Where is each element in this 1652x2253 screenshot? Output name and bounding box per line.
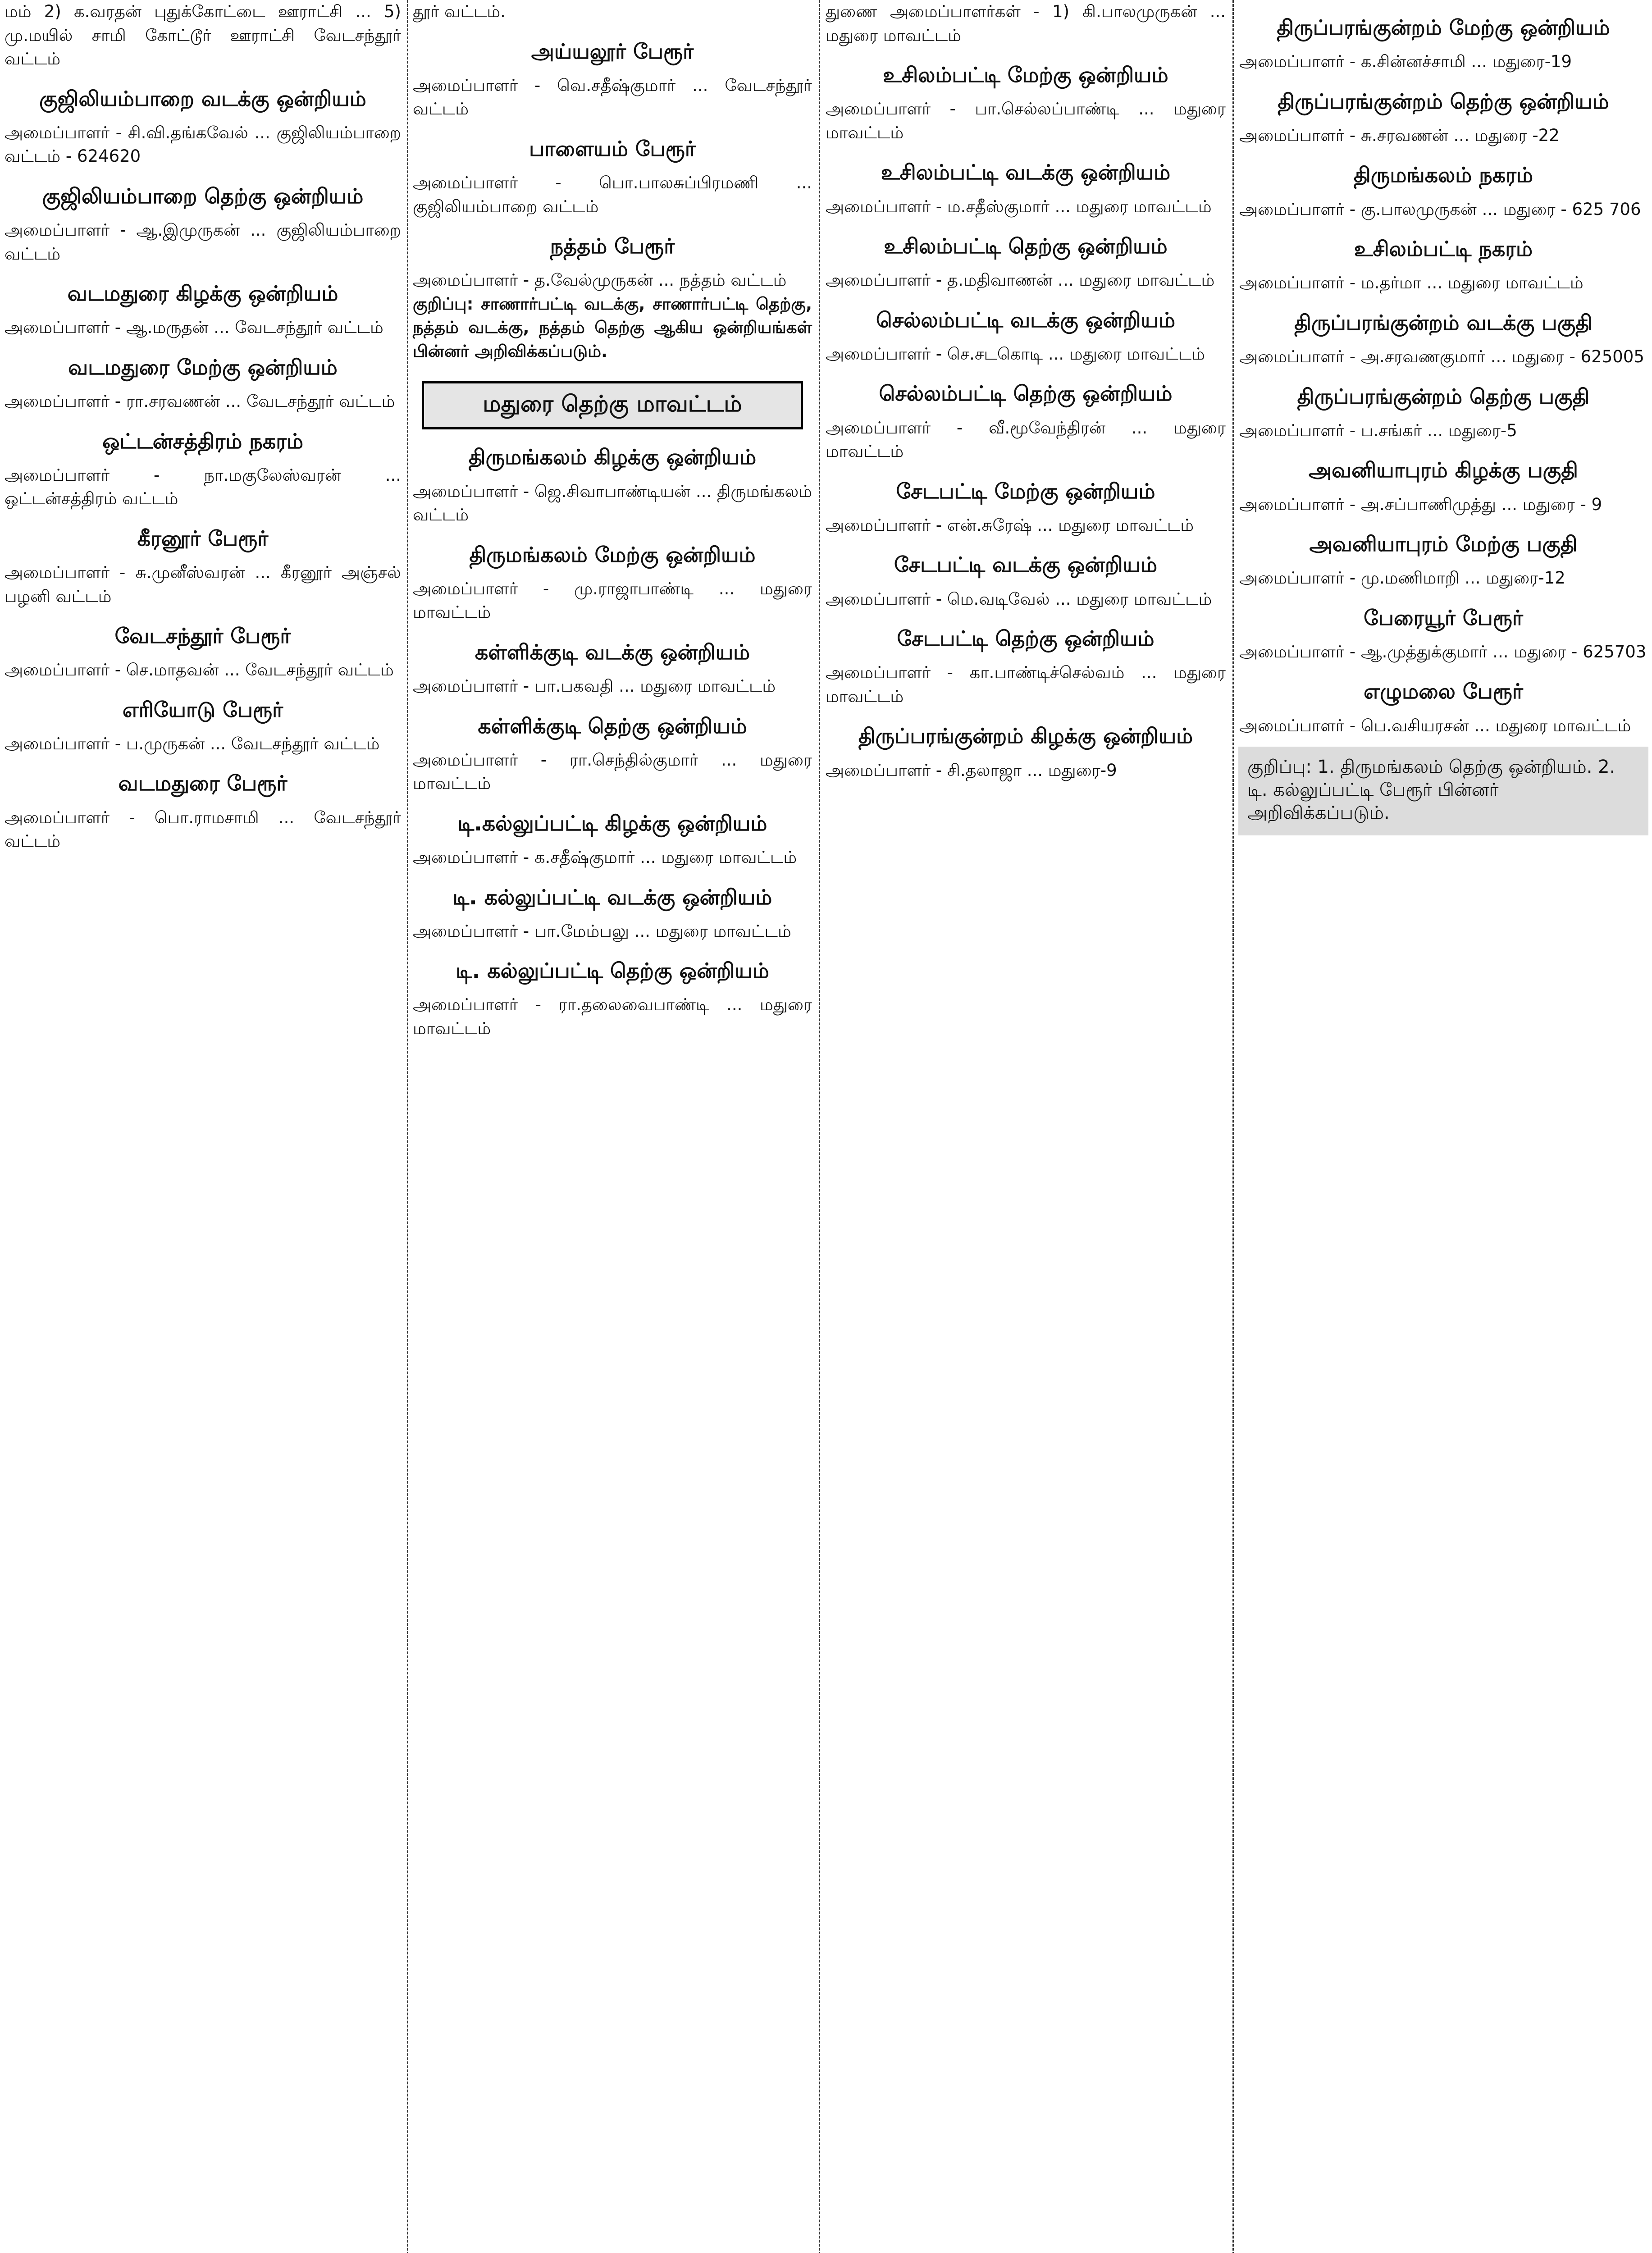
paragraph: அமைப்பாளர் - சு.சரவணன் ... மதுரை -22 xyxy=(1239,125,1560,145)
section-heading: திருப்பரங்குன்றம் மேற்கு ஒன்றியம் xyxy=(1277,15,1610,40)
section-heading: செல்லம்பட்டி தெற்கு ஒன்றியம் xyxy=(879,381,1173,406)
section-heading: வேடசந்தூர் பேரூர் xyxy=(114,624,291,648)
section-heading: உசிலம்பட்டி நகரம் xyxy=(1354,237,1533,261)
section-heading: ஒட்டன்சத்திரம் நகரம் xyxy=(102,429,303,453)
paragraph: அமைப்பாளர் - த.மதிவாணன் ... மதுரை மாவட்டம் xyxy=(826,270,1215,290)
section-heading: சேடபட்டி தெற்கு ஒன்றியம் xyxy=(897,626,1155,651)
paragraph: அமைப்பாளர் - பா.மேம்பலு ... மதுரை மாவட்டம் xyxy=(413,921,791,941)
column-1 xyxy=(0,0,406,853)
section-heading: திருப்பரங்குன்றம் தெற்கு பகுதி xyxy=(1297,384,1590,409)
paragraph: அமைப்பாளர் - சி.வி.தங்கவேல் ... குஜிலியம்பாறை வட்டம் - 624620 xyxy=(5,123,401,166)
section-heading: செல்லம்பட்டி வடக்கு ஒன்றியம் xyxy=(876,307,1175,332)
paragraph: மம் 2) க.வரதன் புதுக்கோட்டை ஊராட்சி ... 5) மு.மயில் சாமி கோட்டூர் ஊராட்சி வேடசந்தூர் வட்டம் xyxy=(5,2,401,69)
section-heading: டி. கல்லுப்பட்டி தெற்கு ஒன்றியம் xyxy=(456,958,769,983)
section-heading: அவனியாபுரம் கிழக்கு பகுதி xyxy=(1309,458,1578,483)
section-heading: திருமங்கலம் மேற்கு ஒன்றியம் xyxy=(469,542,756,567)
section-heading: திருப்பரங்குன்றம் வடக்கு பகுதி xyxy=(1294,310,1593,335)
paragraph: அமைப்பாளர் - நா.மகுலேஸ்வரன் ... ஒட்டன்சத்திரம் வட்டம் xyxy=(5,465,401,509)
paragraph: அமைப்பாளர் - சு.முனீஸ்வரன் ... கீரனூர் அஞ்சல் பழனி வட்டம் xyxy=(5,562,401,606)
section-heading: கள்ளிக்குடி தெற்கு ஒன்றியம் xyxy=(478,713,747,738)
section-heading: திருப்பரங்குன்றம் கிழக்கு ஒன்றியம் xyxy=(858,724,1193,748)
section-heading: நத்தம் பேரூர் xyxy=(550,234,675,259)
paragraph: அமைப்பாளர் - பொ.ராமசாமி ... வேடசந்தூர் வட்டம் xyxy=(5,807,401,851)
paragraph: அமைப்பாளர் - என்.சுரேஷ் ... மதுரை மாவட்டம் xyxy=(826,515,1194,535)
section-heading: சேடபட்டி வடக்கு ஒன்றியம் xyxy=(894,552,1158,577)
section-heading: வடமதுரை பேரூர் xyxy=(118,771,288,796)
paragraph: அமைப்பாளர் - வீ.மூவேந்திரன் ... மதுரை மாவட்டம் xyxy=(826,418,1226,461)
paragraph: அமைப்பாளர் - பொ.பாலசுப்பிரமணி ... குஜிலியம்பாறை வட்டம் xyxy=(413,173,812,216)
paragraph: அமைப்பாளர் - ரா.செந்தில்குமார் ... மதுரை மாவட்டம் xyxy=(413,750,812,794)
paragraph: அமைப்பாளர் - ரா.தலைவைபாண்டி ... மதுரை மாவட்டம் xyxy=(413,995,812,1038)
section-heading: வடமதுரை கிழக்கு ஒன்றியம் xyxy=(67,281,338,306)
column-divider xyxy=(1232,0,1234,2253)
paragraph: அமைப்பாளர் - பெ.வசியரசன் ... மதுரை மாவட்டம் xyxy=(1239,716,1631,735)
paragraph: அமைப்பாளர் - ம.தர்மா ... மதுரை மாவட்டம் xyxy=(1239,273,1584,293)
paragraph: அமைப்பாளர் - ப.சங்கர் ... மதுரை-5 xyxy=(1239,420,1517,440)
paragraph: அமைப்பாளர் - வெ.சதீஷ்குமார் ... வேடசந்தூர் வட்டம் xyxy=(413,75,812,119)
paragraph: அமைப்பாளர் - ம.சதீஸ்குமார் ... மதுரை மாவட்டம் xyxy=(826,196,1212,216)
paragraph: அமைப்பாளர் - அ.சப்பாணிமுத்து ... மதுரை - 9 xyxy=(1239,494,1602,514)
section-heading: பாளையம் பேரூர் xyxy=(529,136,696,161)
section-heading: பேரையூர் பேரூர் xyxy=(1364,605,1523,630)
section-heading: எழுமலை பேரூர் xyxy=(1364,679,1523,704)
section-heading: அய்யலூர் பேரூர் xyxy=(531,39,694,64)
note-paragraph: குறிப்பு: சாணார்பட்டி வடக்கு, சாணார்பட்டி தெற்கு, நத்தம் வடக்கு, நத்தம் தெற்கு ஆகிய ஒன்றியங்கள் பின்னர் அறிவிக்கப்படும். xyxy=(413,294,812,361)
paragraph: அமைப்பாளர் - கா.பாண்டிச்செல்வம் ... மதுரை மாவட்டம் xyxy=(826,663,1226,706)
paragraph: துணை அமைப்பாளர்கள் - 1) கி.பாலமுருகன் ... மதுரை மாவட்டம் xyxy=(826,2,1226,45)
section-heading: சேடபட்டி மேற்கு ஒன்றியம் xyxy=(896,479,1155,503)
district-heading-box: மதுரை தெற்கு மாவட்டம் xyxy=(422,381,803,429)
section-heading: திருமங்கலம் கிழக்கு ஒன்றியம் xyxy=(468,445,757,470)
section-heading: குஜிலியம்பாறை தெற்கு ஒன்றியம் xyxy=(42,183,364,208)
paragraph: அமைப்பாளர் - கு.பாலமுருகன் ... மதுரை - 625 706 xyxy=(1239,199,1641,219)
paragraph: அமைப்பாளர் - பா.பகவதி ... மதுரை மாவட்டம் xyxy=(413,676,776,696)
paragraph: தூர் வட்டம். xyxy=(413,2,506,21)
section-heading: திருமங்கலம் நகரம் xyxy=(1354,163,1533,187)
paragraph: அமைப்பாளர் - க.சதீஷ்குமார் ... மதுரை மாவட்டம் xyxy=(413,848,797,867)
paragraph: அமைப்பாளர் - ஆ.முத்துக்குமார் ... மதுரை - 625703 xyxy=(1239,642,1647,661)
section-heading: திருப்பரங்குன்றம் தெற்கு ஒன்றியம் xyxy=(1278,89,1609,114)
section-heading: கீரனூர் பேரூர் xyxy=(137,526,269,551)
paragraph: அமைப்பாளர் - சி.தலாஜா ... மதுரை-9 xyxy=(826,760,1117,780)
column-2 xyxy=(408,0,817,1041)
paragraph: அமைப்பாளர் - த.வேல்முருகன் ... நத்தம் வட்டம் xyxy=(413,270,787,290)
paragraph: அமைப்பாளர் - ஆ.மருதன் ... வேடசந்தூர் வட்டம் xyxy=(5,318,383,337)
column-4 xyxy=(1235,0,1652,844)
section-heading: டி.கல்லுப்பட்டி கிழக்கு ஒன்றியம் xyxy=(457,811,767,835)
paragraph: அமைப்பாளர் - செ.மாதவன் ... வேடசந்தூர் வட்டம் xyxy=(5,660,394,680)
section-heading: குஜிலியம்பாறை வடக்கு ஒன்றியம் xyxy=(39,86,366,111)
section-heading: டி. கல்லுப்பட்டி வடக்கு ஒன்றியம் xyxy=(452,885,772,909)
note-box: குறிப்பு: 1. திருமங்கலம் தெற்கு ஒன்றியம். 2. டி. கல்லுப்பட்டி பேரூர் பின்னர் அறிவிக்கப்படும். xyxy=(1238,747,1648,835)
paragraph: அமைப்பாளர் - பா.செல்லப்பாண்டி ... மதுரை மாவட்டம் xyxy=(826,99,1226,142)
paragraph: அமைப்பாளர் - ஆ.இமுருகன் ... குஜிலியம்பாறை வட்டம் xyxy=(5,220,401,264)
paragraph: அமைப்பாளர் - மெ.வடிவேல் ... மதுரை மாவட்டம் xyxy=(826,589,1212,609)
column-3 xyxy=(821,0,1230,782)
paragraph: அமைப்பாளர் - ப.முருகன் ... வேடசந்தூர் வட்டம் xyxy=(5,734,380,753)
section-heading: அவனியாபுரம் மேற்கு பகுதி xyxy=(1309,532,1578,556)
section-heading: வடமதுரை மேற்கு ஒன்றியம் xyxy=(68,355,338,379)
section-heading: உசிலம்பட்டி வடக்கு ஒன்றியம் xyxy=(881,160,1171,185)
section-heading: உசிலம்பட்டி மேற்கு ஒன்றியம் xyxy=(883,63,1168,87)
paragraph: அமைப்பாளர் - செ.சடகொடி ... மதுரை மாவட்டம் xyxy=(826,344,1205,364)
paragraph: அமைப்பாளர் - ஜெ.சிவாபாண்டியன் ... திருமங்கலம் வட்டம் xyxy=(413,481,812,525)
section-heading: உசிலம்பட்டி தெற்கு ஒன்றியம் xyxy=(884,234,1168,259)
paragraph: அமைப்பாளர் - க.சின்னச்சாமி ... மதுரை-19 xyxy=(1239,52,1572,72)
paragraph: அமைப்பாளர் - மு.மணிமாறி ... மதுரை-12 xyxy=(1239,568,1565,588)
column-divider xyxy=(819,0,820,2253)
paragraph: அமைப்பாளர் - ரா.சரவணன் ... வேடசந்தூர் வட்டம் xyxy=(5,392,395,411)
section-heading: எரியோடு பேரூர் xyxy=(122,697,283,722)
paragraph: அமைப்பாளர் - அ.சரவணகுமார் ... மதுரை - 625005 xyxy=(1239,347,1644,367)
section-heading: கள்ளிக்குடி வடக்கு ஒன்றியம் xyxy=(475,639,750,664)
paragraph: அமைப்பாளர் - மு.ராஜாபாண்டி ... மதுரை மாவட்டம் xyxy=(413,579,812,622)
